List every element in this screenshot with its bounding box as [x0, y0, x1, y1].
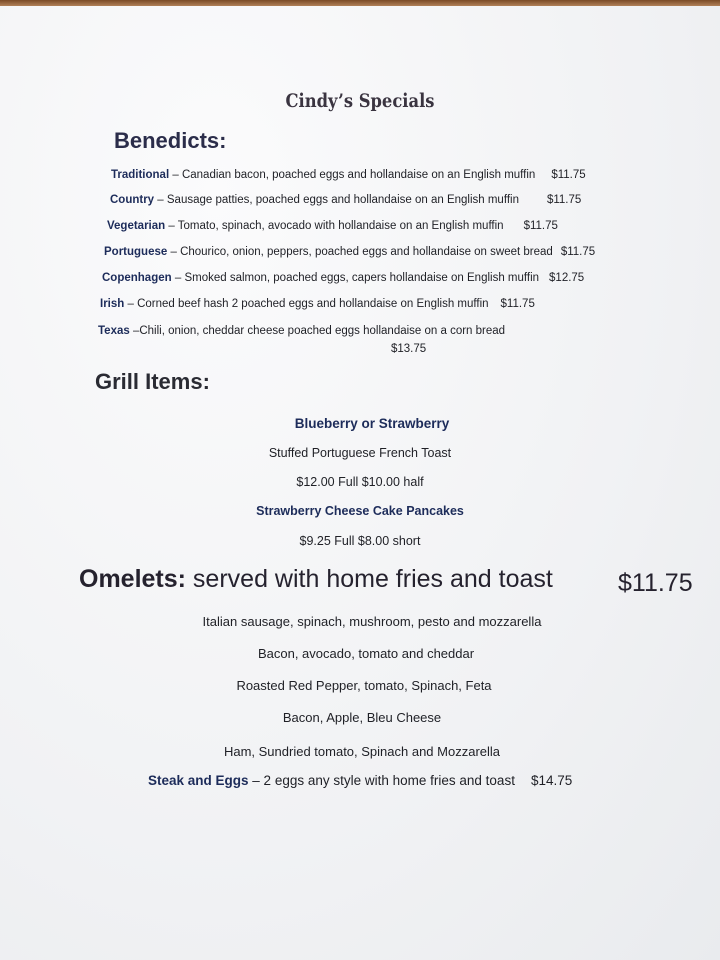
item-separator: – [165, 220, 178, 232]
menu-item-irish [100, 298, 535, 310]
grill-line-french-toast: Stuffed Portuguese French Toast [268, 446, 452, 460]
omelets-label: Omelets: [79, 565, 186, 593]
item-description: Chourico, onion, peppers, poached eggs and hollandaise on sweet bread [180, 246, 553, 258]
menu-title: Cindy’s Specials [285, 90, 435, 112]
item-price: $11.75 [560, 246, 596, 258]
item-price: $14.75 [530, 773, 573, 788]
item-description: Canadian bacon, poached eggs and hollandaise on an English muffin [181, 169, 536, 181]
item-description: Sausage patties, poached eggs and hollandaise on an English muffin [166, 194, 519, 206]
grill-line-french-toast-price: $12.00 Full $10.00 half [296, 475, 424, 489]
menu-item-country [110, 194, 581, 206]
omelets-price: $11.75 [618, 569, 693, 597]
item-name: Steak and Eggs [148, 773, 249, 788]
menu-item-traditional [111, 169, 586, 181]
item-separator: – [154, 194, 167, 206]
menu-item-texas [98, 325, 505, 337]
item-price: $11.75 [546, 194, 582, 206]
item-description: – 2 eggs any style with home fries and toast [248, 773, 515, 788]
menu-item-copenhagen [102, 272, 584, 284]
omelets-heading [79, 565, 553, 594]
omelet-item: Bacon, Apple, Bleu Cheese [282, 710, 442, 725]
steak-and-eggs-item [148, 773, 572, 788]
item-price: $11.75 [500, 298, 535, 310]
item-description: Chili, onion, cheddar cheese poached eggs hollandaise on a corn bread [139, 325, 506, 337]
item-name: Portuguese [104, 246, 168, 258]
item-separator: – [171, 272, 185, 284]
item-separator: – [129, 325, 140, 337]
item-name: Traditional [111, 169, 170, 181]
item-name: Vegetarian [107, 220, 166, 232]
item-name: Copenhagen [102, 272, 172, 284]
menu-item-vegetarian [107, 220, 558, 232]
omelet-item: Bacon, avocado, tomato and cheddar [257, 646, 475, 661]
grill-heading: Grill Items: [95, 369, 210, 394]
item-name: Texas [98, 325, 130, 337]
benedicts-heading: Benedicts: [114, 128, 227, 153]
omelets-subtitle: served with home fries and toast [185, 565, 553, 593]
texas-price: $13.75 [391, 343, 427, 355]
grill-line-pancakes: Strawberry Cheese Cake Pancakes [256, 504, 464, 518]
menu-item-portuguese [104, 246, 595, 258]
grill-line-flavors: Blueberry or Strawberry [294, 416, 450, 431]
item-name: Irish [100, 298, 125, 310]
omelet-item: Ham, Sundried tomato, Spinach and Mozzarella [223, 744, 501, 759]
item-separator: – [167, 246, 181, 258]
item-price: $11.75 [551, 169, 586, 181]
item-description: Corned beef hash 2 poached eggs and hollandaise on English muffin [137, 298, 489, 310]
omelet-item: Roasted Red Pepper, tomato, Spinach, Feta [236, 678, 492, 693]
grill-line-pancakes-price: $9.25 Full $8.00 short [299, 534, 421, 548]
item-name: Country [110, 194, 155, 206]
item-description: Tomato, spinach, avocado with hollandaise on an English muffin [177, 220, 504, 232]
omelet-item: Italian sausage, spinach, mushroom, pesto and mozzarella [202, 614, 542, 629]
item-separator: – [124, 298, 138, 310]
item-separator: – [169, 169, 182, 181]
item-price: $11.75 [523, 220, 558, 232]
item-price: $12.75 [549, 272, 585, 284]
item-description: Smoked salmon, poached eggs, capers hollandaise on English muffin [184, 272, 540, 284]
